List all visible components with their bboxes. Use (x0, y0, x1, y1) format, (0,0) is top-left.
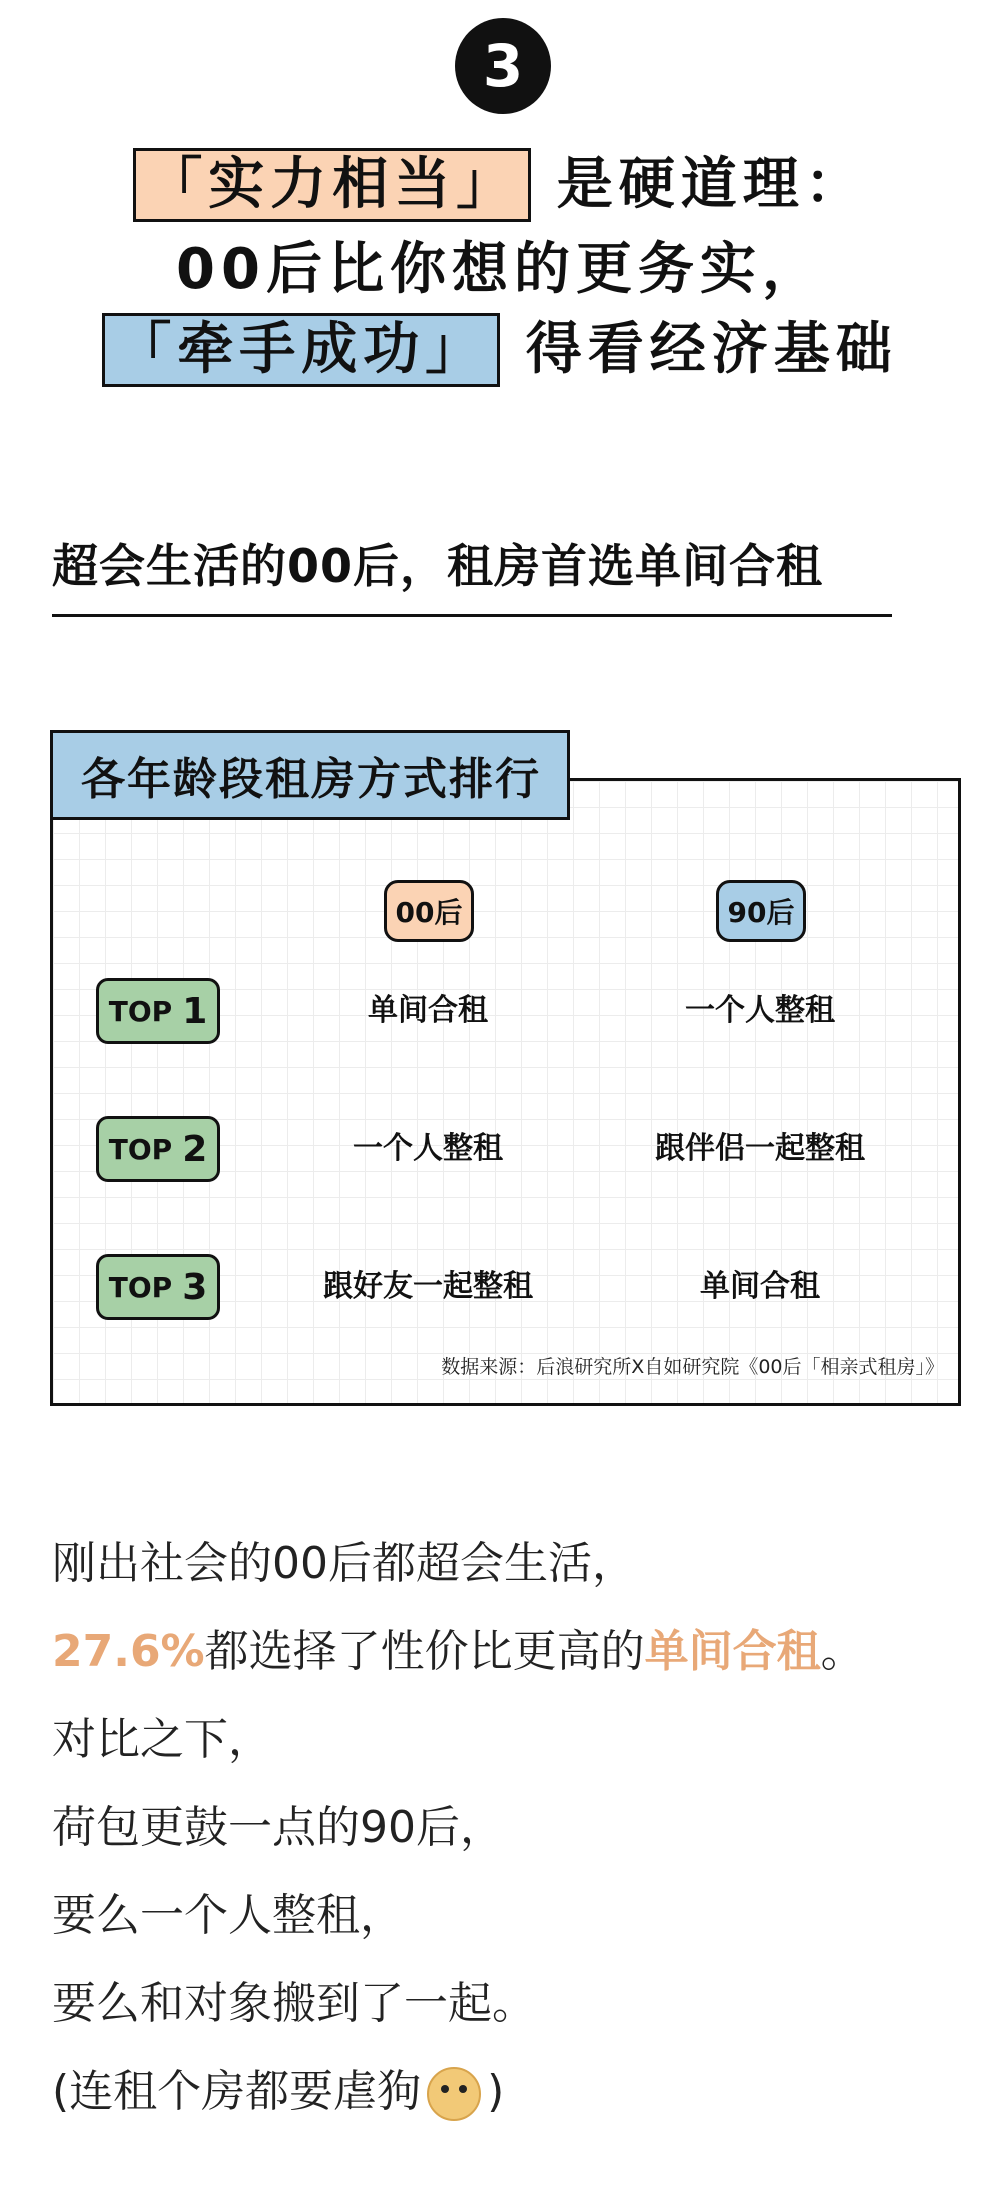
body-line-2 (52, 1608, 952, 1696)
column-header-00: 00后 (384, 880, 474, 942)
section-number: 3 (482, 32, 524, 100)
headline-box-strength: 「实力相当」 (133, 148, 531, 222)
body-line-6: 要么和对象搬到了一起。 (52, 1978, 536, 2029)
headline-line3-rest: 得看经济基础 (525, 317, 898, 382)
column-header-90: 90后 (716, 880, 806, 942)
headline-line-3 (0, 310, 1000, 390)
headline-line-1 (0, 145, 1000, 225)
cell-90-rank3: 单间合租 (700, 1269, 820, 1304)
rank-pill-2 (96, 1116, 220, 1182)
rank-pill-3 (96, 1254, 220, 1320)
body-text (52, 1520, 952, 2136)
headline-line1-rest: 是硬道理： (556, 152, 867, 217)
rank-label: TOP (108, 1270, 173, 1304)
rank-number: 3 (182, 1266, 208, 1308)
rank-label: TOP (108, 994, 173, 1028)
body-line2-mid: 都选择了性价比更高的 (204, 1626, 645, 1677)
body-line7-end: ) (487, 2066, 505, 2117)
section-number-badge (455, 18, 551, 114)
body-line-7 (52, 2048, 952, 2136)
highlight-single-room: 单间合租 (644, 1626, 821, 1677)
body-line-5: 要么一个人整租， (52, 1890, 404, 1941)
highlight-percentage: 27.6% (52, 1626, 205, 1677)
body-line2-end: 。 (820, 1626, 865, 1677)
body-line-4: 荷包更鼓一点的90后， (52, 1802, 504, 1853)
cell-00-rank1: 单间合租 (368, 993, 488, 1028)
rank-pill-1 (96, 978, 220, 1044)
headline-box-success: 「牵手成功」 (102, 313, 500, 387)
data-source-note: 数据来源：后浪研究所X自如研究院《00后「相亲式租房」》 (441, 1356, 944, 1378)
body-line7-start: (连租个房都要虐狗 (52, 2066, 422, 2117)
body-line-3: 对比之下， (52, 1714, 272, 1765)
body-line-1: 刚出社会的00后都超会生活， (52, 1538, 636, 1589)
rank-number: 2 (182, 1128, 208, 1170)
cell-90-rank1: 一个人整租 (685, 993, 835, 1028)
headline-line-2: 00后比你想的更务实， (176, 237, 824, 302)
cell-00-rank2: 一个人整租 (353, 1131, 503, 1166)
cell-00-rank3: 跟好友一起整租 (323, 1269, 533, 1304)
cell-90-rank2: 跟伴侣一起整租 (655, 1131, 865, 1166)
subheading: 超会生活的00后，租房首选单间合租 (52, 530, 892, 617)
rank-label: TOP (108, 1132, 173, 1166)
rank-number: 1 (182, 990, 208, 1032)
doge-icon (427, 2067, 481, 2121)
card-title: 各年龄段租房方式排行 (50, 730, 570, 820)
